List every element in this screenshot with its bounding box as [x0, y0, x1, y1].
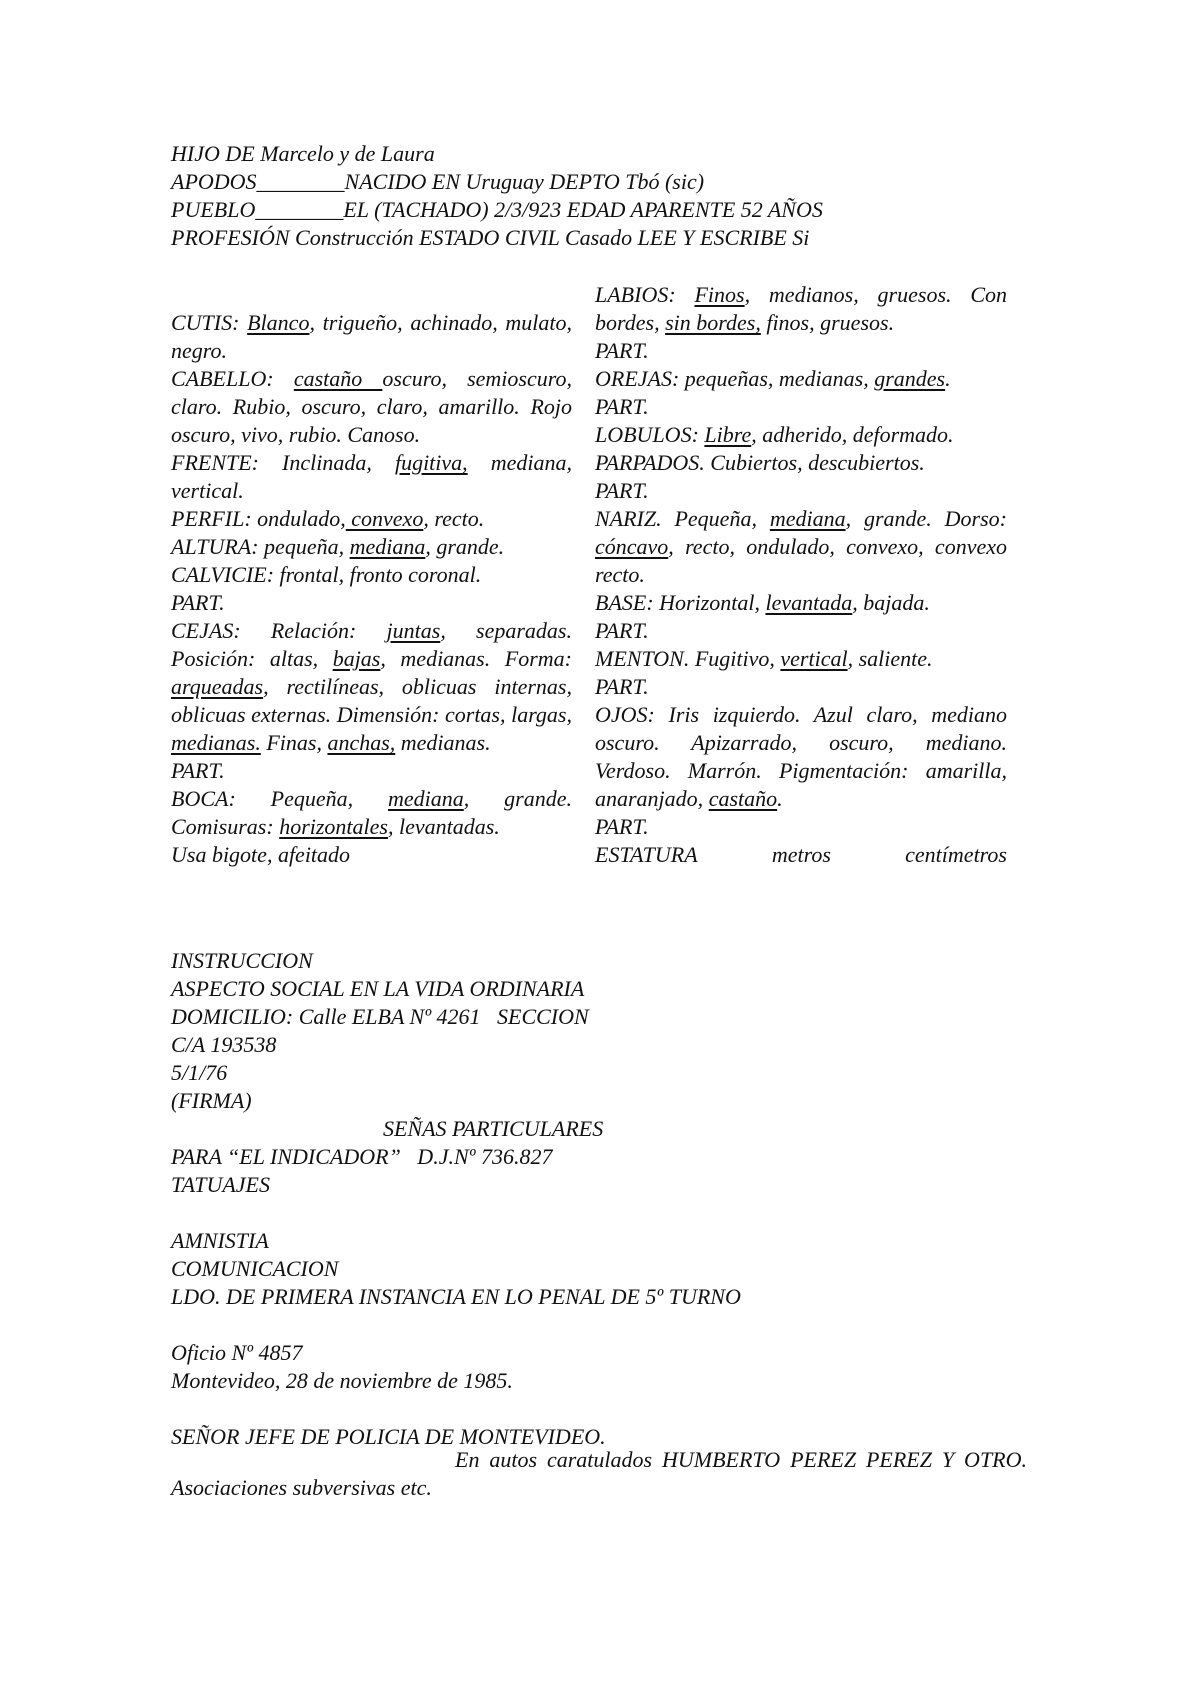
tatuajes-line: TATUAJES: [171, 1172, 270, 1197]
base-selected: levantada: [765, 590, 853, 615]
recipient-line: SEÑOR JEFE DE POLICIA DE MONTEVIDEO.: [171, 1424, 606, 1449]
place-date-line: Montevideo, 28 de noviembre de 1985.: [171, 1368, 513, 1393]
perfil-text-b: , recto.: [423, 506, 485, 531]
ca-line: C/A 193538: [171, 1032, 277, 1057]
senas-particulares-heading: SEÑAS PARTICULARES: [383, 1116, 604, 1141]
calvicie-field: CALVICIE: frontal, fronto coronal.: [171, 562, 482, 587]
cejas-selected-ancho: anchas,: [327, 730, 396, 755]
lobulos-field: [595, 421, 1007, 449]
cabello-options: oscuro, semioscuro, claro. Rubio, oscuro, claro, amarillo. Rojo oscuro, vivo, rubio. Canoso.: [171, 366, 572, 447]
altura-text-b: , grande.: [425, 534, 505, 559]
cabello-selected: castaño: [293, 366, 383, 391]
frente-text-a: FRENTE: Inclinada,: [171, 450, 395, 475]
cejas-selected-relacion: juntas: [386, 618, 441, 643]
spacer: [171, 1395, 1031, 1423]
oficio-body-paragraph: En autos caratulados HUMBERTO PEREZ PEREZ Y OTRO. Asociaciones subversivas etc.: [171, 1447, 1027, 1500]
spacer: [171, 1199, 1031, 1227]
ojos-selected: castaño: [708, 786, 778, 811]
oficio-number: Oficio Nº 4857: [171, 1340, 303, 1365]
cejas-text-a: CEJAS: Relación:: [171, 618, 387, 643]
part-label: PART.: [595, 478, 649, 503]
part-label: PART.: [595, 394, 649, 419]
firma-line: (FIRMA): [171, 1088, 252, 1113]
orejas-text-b: .: [945, 366, 951, 391]
part-label: PART.: [595, 618, 649, 643]
aspecto-social-line: ASPECTO SOCIAL EN LA VIDA ORDINARIA: [171, 976, 585, 1001]
cejas-text-c: , medianas. Forma:: [380, 646, 572, 671]
altura-text-a: ALTURA: pequeña,: [171, 534, 350, 559]
labios-text-a: LABIOS:: [595, 282, 695, 307]
frente-selected: fugitiva,: [394, 450, 468, 475]
estatura-metros: metros: [771, 842, 831, 867]
cejas-text-b: , separadas. Posición: altas,: [171, 618, 572, 671]
menton-text-b: , saliente.: [847, 646, 933, 671]
cabello-field: [171, 365, 572, 449]
nariz-selected-size: mediana: [769, 506, 846, 531]
orejas-selected: grandes: [874, 366, 946, 391]
base-field: [595, 589, 1007, 617]
labios-text-c: finos, gruesos.: [760, 310, 895, 335]
part-label: PART.: [595, 674, 649, 699]
ojos-text-b: .: [777, 786, 783, 811]
menton-selected: vertical: [780, 646, 848, 671]
base-text-b: , bajada.: [852, 590, 930, 615]
cabello-label: CABELLO:: [171, 366, 294, 391]
altura-selected: mediana: [349, 534, 426, 559]
header-line-pueblo: PUEBLO________EL (TACHADO) 2/3/923 EDAD APARENTE 52 AÑOS: [171, 197, 823, 222]
cejas-text-e: Finas,: [260, 730, 328, 755]
cutis-selected: Blanco: [247, 310, 310, 335]
lobulos-selected: Libre: [704, 422, 752, 447]
ojos-field: [595, 701, 1007, 813]
header-block: [171, 140, 1031, 252]
perfil-field: [171, 505, 572, 533]
part-label: PART.: [171, 758, 225, 783]
labios-selected-size: Finos: [694, 282, 745, 307]
cejas-field: [171, 617, 572, 757]
bigote-field: Usa bigote, afeitado: [171, 842, 351, 867]
cutis-field: [171, 309, 572, 365]
orejas-text-a: OREJAS: pequeñas, medianas,: [595, 366, 875, 391]
boca-text-c: , levantadas.: [387, 814, 500, 839]
labios-selected-bordes: sin bordes,: [665, 310, 761, 335]
estatura-field: [595, 841, 1007, 869]
nariz-field: [595, 505, 1007, 589]
parpados-field: PARPADOS. Cubiertos, descubiertos.: [595, 450, 925, 475]
lower-block: [171, 947, 1031, 1451]
header-line-profesion: PROFESIÓN Construcción ESTADO CIVIL Casado LEE Y ESCRIBE Si: [171, 225, 810, 250]
domicilio-line: DOMICILIO: Calle ELBA Nº 4261 SECCION: [171, 1004, 589, 1029]
part-label: PART.: [595, 338, 649, 363]
cejas-selected-posicion: bajas: [332, 646, 381, 671]
menton-field: [595, 645, 1007, 673]
orejas-field: [595, 365, 1007, 393]
instruccion-line: INSTRUCCION: [171, 948, 313, 973]
labios-field: [595, 281, 1007, 337]
cutis-label: CUTIS:: [171, 310, 248, 335]
lobulos-text-b: , adherido, deformado.: [751, 422, 954, 447]
estatura-centimetros: centímetros: [905, 842, 1007, 867]
estatura-label: ESTATURA: [595, 842, 698, 867]
boca-text-b: , grande. Comisuras:: [171, 786, 572, 839]
boca-text-a: BOCA: Pequeña,: [171, 786, 389, 811]
header-line-filiation: HIJO DE Marcelo y de Laura: [171, 141, 435, 166]
frente-text-b: mediana, vertical.: [171, 450, 573, 503]
date-line: 5/1/76: [171, 1060, 228, 1085]
perfil-text-a: PERFIL: ondulado,: [171, 506, 346, 531]
frente-field: [171, 449, 572, 505]
nariz-text-a: NARIZ. Pequeña,: [595, 506, 770, 531]
boca-selected-comisuras: horizontales: [279, 814, 388, 839]
juzgado-line: LDO. DE PRIMERA INSTANCIA EN LO PENAL DE 5º TURNO: [171, 1284, 741, 1309]
indicador-line: PARA “EL INDICADOR” D.J.Nº 736.827: [171, 1144, 553, 1169]
comunicacion-line: COMUNICACION: [171, 1256, 339, 1281]
ojos-text-a: OJOS: Iris izquierdo. Azul claro, mediano oscuro. Apizarrado, oscuro, mediano. Verdoso. Marrón. Pigmentación: amarilla, anaranjado,: [595, 702, 1007, 811]
boca-field: [171, 785, 572, 841]
amnistia-line: AMNISTIA: [171, 1228, 269, 1253]
base-text-a: BASE: Horizontal,: [595, 590, 766, 615]
nariz-text-c: , recto, ondulado, convexo, convexo recto.: [595, 534, 1007, 587]
boca-selected-size: mediana: [388, 786, 464, 811]
menton-text-a: MENTON. Fugitivo,: [595, 646, 781, 671]
spacer: [171, 1311, 1031, 1339]
altura-field: [171, 533, 572, 561]
cejas-text-d: , rectilíneas, oblicuas internas, oblicuas externas. Dimensión: cortas, largas,: [171, 674, 572, 727]
right-column: [595, 281, 1007, 869]
part-label: PART.: [595, 814, 649, 839]
header-line-apodos: APODOS________NACIDO EN Uruguay DEPTO Tbó (sic): [171, 169, 705, 194]
cejas-selected-forma: arqueadas: [171, 674, 264, 699]
lobulos-text-a: LOBULOS:: [595, 422, 705, 447]
labios-text-b: , medianos, gruesos. Con bordes,: [595, 282, 1007, 335]
part-label: PART.: [171, 590, 225, 615]
cutis-options: , trigueño, achinado, mulato, negro.: [171, 310, 572, 363]
cejas-text-f: medianas.: [395, 730, 491, 755]
cejas-selected-dimension: medianas.: [171, 730, 261, 755]
nariz-text-b: , grande. Dorso:: [845, 506, 1007, 531]
left-column: [171, 309, 572, 869]
perfil-selected: convexo: [345, 506, 424, 531]
nariz-selected-dorso: cóncavo: [595, 534, 669, 559]
